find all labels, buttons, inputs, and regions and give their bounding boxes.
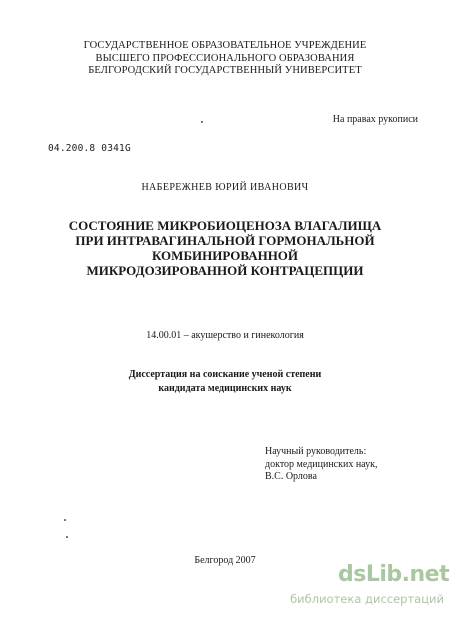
degree-line: кандидата медицинских наук [158,383,292,394]
institution-line: ВЫСШЕГО ПРОФЕССИОНАЛЬНОГО ОБРАЗОВАНИЯ [95,52,355,64]
institution-line: ГОСУДАРСТВЕННОЕ ОБРАЗОВАТЕЛЬНОЕ УЧРЕЖДЕНИЕ [83,40,367,51]
title-line: СОСТОЯНИЕ МИКРОБИОЦЕНОЗА ВЛАГАЛИЩА [68,218,382,233]
title-line: ПРИ ИНТРАВАГИНАЛЬНОЙ ГОРМОНАЛЬНОЙ [75,233,375,248]
dissertation-title [0,218,450,278]
scan-speck [201,121,203,123]
archive-stamp: 04.200.8 0341G [48,143,131,154]
dslib-watermark [290,562,450,619]
watermark-logo: dsLib.net [338,562,450,587]
supervisor-line: доктор медицинских наук, [265,458,378,470]
scan-speck [64,519,66,521]
degree-line: Диссертация на соискание ученой степени [128,369,322,380]
specialty-code: 14.00.01 – акушерство и гинекология [146,330,304,341]
institution-line: БЕЛГОРОДСКИЙ ГОСУДАРСТВЕННЫЙ УНИВЕРСИТЕТ [88,65,362,76]
watermark-tagline: библиотека диссертаций [290,592,444,606]
author-name: НАБЕРЕЖНЕВ ЮРИЙ ИВАНОВИЧ [141,182,309,193]
supervisor-block [265,446,377,484]
supervisor-line: В.С. Орлова [265,471,317,482]
supervisor-line: Научный руководитель: [265,446,367,457]
institution-header [0,40,450,78]
city-year: Белгород 2007 [194,555,256,566]
rights-note: На правах рукописи [332,114,418,125]
title-line: МИКРОДОЗИРОВАННОЙ КОНТРАЦЕПЦИИ [86,263,364,278]
title-line: КОМБИНИРОВАННОЙ [151,248,299,263]
scan-speck [66,536,68,538]
degree-statement [0,368,450,396]
